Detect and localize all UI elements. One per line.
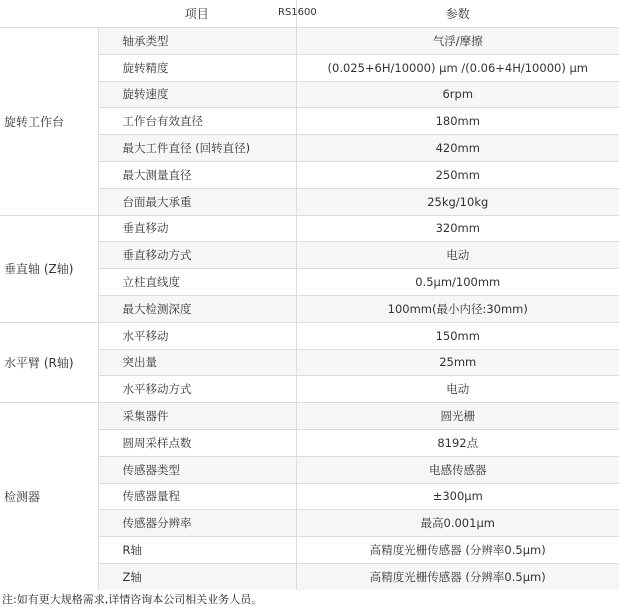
item-cell: 最大测量直径	[98, 161, 296, 188]
item-cell: 轴承类型	[98, 28, 296, 55]
value-cell: 100mm(最小内径:30mm)	[296, 295, 619, 322]
table-row	[0, 215, 619, 242]
value-cell: 电动	[296, 242, 619, 269]
item-cell: 台面最大承重	[98, 188, 296, 215]
category-cell: 水平臂 (R轴)	[0, 322, 98, 402]
item-cell: 突出量	[98, 349, 296, 376]
category-cell: 旋转工作台	[0, 28, 98, 216]
value-cell: 气浮/摩擦	[296, 28, 619, 55]
value-cell: 320mm	[296, 215, 619, 242]
value-cell: 电动	[296, 376, 619, 403]
value-cell: 高精度光栅传感器 (分辨率0.5μm)	[296, 563, 619, 589]
header-model-label: RS1600	[278, 7, 317, 18]
header-item-cell	[98, 0, 317, 28]
header-spacer	[0, 0, 98, 28]
item-cell: 传感器分辨率	[98, 510, 296, 537]
item-cell: 最大检测深度	[98, 295, 296, 322]
item-cell: 工作台有效直径	[98, 108, 296, 135]
header-item-label: 项目	[184, 7, 209, 21]
table-row	[0, 322, 619, 349]
table-row	[0, 403, 619, 430]
value-cell: 150mm	[296, 322, 619, 349]
item-cell: 最大工件直径 (回转直径)	[98, 135, 296, 162]
item-cell: Z轴	[98, 563, 296, 589]
value-cell: 电感传感器	[296, 456, 619, 483]
item-cell: 圆周采样点数	[98, 429, 296, 456]
table-row	[0, 28, 619, 55]
item-cell: 垂直移动方式	[98, 242, 296, 269]
value-cell: 最高0.001μm	[296, 510, 619, 537]
category-cell: 检测器	[0, 403, 98, 590]
value-cell: 25kg/10kg	[296, 188, 619, 215]
value-cell: 180mm	[296, 108, 619, 135]
item-cell: 水平移动	[98, 322, 296, 349]
value-cell: 420mm	[296, 135, 619, 162]
value-cell: 高精度光栅传感器 (分辨率0.5μm)	[296, 537, 619, 564]
category-cell: 垂直轴 (Z轴)	[0, 215, 98, 322]
value-cell: 圆光栅	[296, 403, 619, 430]
table-header-row	[0, 0, 619, 28]
footnote: 注:如有更大规格需求,详情咨询本公司相关业务人员。	[2, 593, 263, 606]
item-cell: 旋转精度	[98, 54, 296, 81]
header-value-label: 参数	[445, 7, 470, 21]
item-cell: 立柱直线度	[98, 269, 296, 296]
value-cell: (0.025+6H/10000) μm /(0.06+4H/10000) μm	[296, 54, 619, 81]
item-cell: 垂直移动	[98, 215, 296, 242]
value-cell: 6rpm	[296, 81, 619, 108]
value-cell: 8192点	[296, 429, 619, 456]
value-cell: 0.5μm/100mm	[296, 269, 619, 296]
item-cell: R轴	[98, 537, 296, 564]
value-cell: ±300μm	[296, 483, 619, 510]
item-cell: 采集器件	[98, 403, 296, 430]
item-cell: 水平移动方式	[98, 376, 296, 403]
value-cell: 250mm	[296, 161, 619, 188]
item-cell: 旋转速度	[98, 81, 296, 108]
value-cell: 25mm	[296, 349, 619, 376]
item-cell: 传感器类型	[98, 456, 296, 483]
item-cell: 传感器量程	[98, 483, 296, 510]
